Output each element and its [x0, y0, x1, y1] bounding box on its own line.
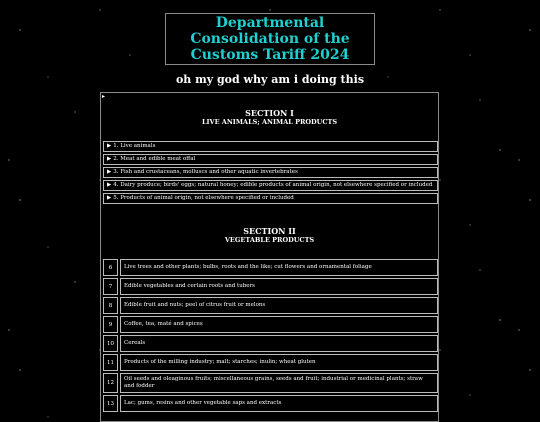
title-box — [165, 13, 375, 65]
chapter-number: 13 — [103, 395, 118, 412]
chapter-row-12[interactable] — [103, 373, 438, 393]
subtitle: oh my god why am i doing this — [175, 73, 365, 86]
section-1-heading: SECTION I — [245, 108, 294, 118]
chapter-row-11[interactable] — [103, 354, 438, 371]
chapter-row-9[interactable] — [103, 316, 438, 333]
chapter-row-4[interactable]: ▶ 4. Dairy produce; birds' eggs; natural honey; edible products of animal origin, not elsewhere specified or included — [103, 180, 438, 191]
chapter-link[interactable]: Lac; gums, resins and other vegetable saps and extracts — [120, 395, 438, 412]
chapter-row-2[interactable]: ▶ 2. Meat and edible meat offal — [103, 154, 438, 165]
chapter-number: 9 — [103, 316, 118, 333]
chapter-row-7[interactable] — [103, 278, 438, 295]
title-line-1: Departmental Consolidation of the — [190, 15, 350, 47]
expand-triangle-icon: ▶ — [107, 143, 112, 149]
expand-triangle-icon: ▶ — [107, 195, 112, 201]
section-1-chapter-list — [103, 141, 438, 206]
chapter-link[interactable]: Products of the milling industry; malt; starches; inulin; wheat gluten — [120, 354, 438, 371]
expand-triangle-icon: ▶ — [107, 169, 112, 175]
section-2-heading: SECTION II — [243, 226, 296, 236]
chapter-row-6[interactable] — [103, 259, 438, 276]
chapter-number: 7 — [103, 278, 118, 295]
table-of-contents — [100, 92, 439, 422]
chapter-row-1[interactable]: ▶ 1. Live animals — [103, 141, 438, 152]
expand-triangle-icon: ▶ — [107, 182, 112, 188]
chapter-number: 12 — [103, 373, 118, 393]
chapter-link[interactable]: Cereals — [120, 335, 438, 352]
section-2-header — [101, 226, 438, 245]
title-line-2: Customs Tariff 2024 — [190, 47, 350, 63]
chapter-link[interactable]: Edible fruit and nuts; peel of citrus fruit or melons — [120, 297, 438, 314]
chapter-row-13[interactable] — [103, 395, 438, 412]
chapter-link[interactable]: Coffee, tea, maté and spices — [120, 316, 438, 333]
section-2-subheading: VEGETABLE PRODUCTS — [224, 236, 315, 244]
section-1-header — [101, 108, 438, 127]
chapter-row-10[interactable] — [103, 335, 438, 352]
chapter-link[interactable]: Live trees and other plants; bulbs, roots and the like; cut flowers and ornamental foliage — [120, 259, 438, 276]
chapter-link[interactable]: Edible vegetables and certain roots and tubers — [120, 278, 438, 295]
chapter-row-3[interactable]: ▶ 3. Fish and crustaceans, molluscs and other aquatic invertebrates — [103, 167, 438, 178]
page-title — [166, 15, 374, 63]
chapter-number: 10 — [103, 335, 118, 352]
section-2-chapter-table — [103, 259, 438, 414]
chapter-row-8[interactable] — [103, 297, 438, 314]
chapter-number: 8 — [103, 297, 118, 314]
chapter-number: 11 — [103, 354, 118, 371]
expand-triangle-icon: ▶ — [107, 156, 112, 162]
chapter-row-5[interactable]: ▶ 5. Products of animal origin, not elsewhere specified or included — [103, 193, 438, 204]
chapter-link[interactable]: Oil seeds and oleaginous fruits; miscellaneous grains, seeds and fruit; industrial or medicinal plants; straw and fodder — [120, 373, 438, 393]
section-1-subheading: LIVE ANIMALS; ANIMAL PRODUCTS — [201, 118, 338, 126]
toggle-triangle-icon[interactable]: ▸ — [102, 93, 106, 100]
chapter-number: 6 — [103, 259, 118, 276]
